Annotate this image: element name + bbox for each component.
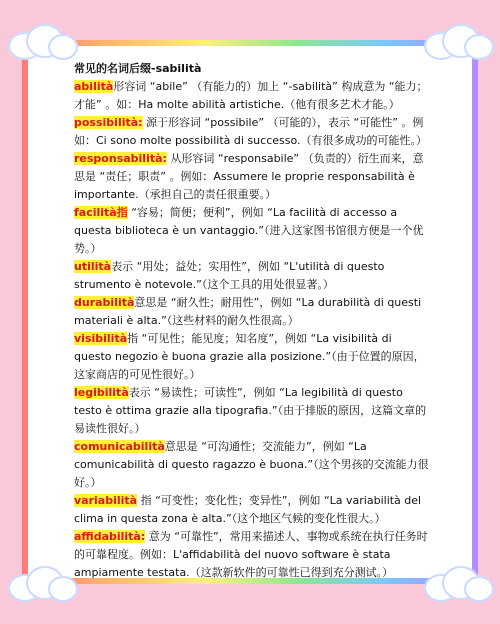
entry-durabilita [74,294,430,330]
entry-word: possibilità: [74,116,143,129]
entry-text: 表示 “易读性；可读性”，例如 “La legibilità di questo testo è ottima grazie alla tipografia.”（由于排版的原因，这篇文章的易读性很好。） [74,386,427,435]
entry-word: durabilità [74,296,135,309]
entry-word: variabilità [74,494,138,507]
entry-text: 源于形容词 “possibile” （可能的），表示 “可能性” 。例如：Ci sono molte possibilità di successo.（有很多成功的可能性。） [74,116,427,147]
entry-text: 指 “可见性；能见度；知名度”，例如 “La visibilità di questo negozio è buona grazie alla posizione.”（由于位置的原因，这家商店的可见性很好。） [74,332,425,381]
entry-word: responsabilità: [74,152,167,165]
entry-word: visibilità [74,332,128,345]
entry-facilita [74,204,430,258]
entry-word: comunicabilità [74,440,165,453]
entry-word: legibilità [74,386,129,399]
entry-text: 表示 “用处；益处；实用性”，例如 “L'utilità di questo strumento è notevole.”（这个工具的用处很显著。） [74,260,385,291]
page-title: 常见的名词后缀-sabilità [74,62,202,75]
entry-comunicabilita [74,438,430,492]
entry-responsabilita [74,150,430,204]
entry-legibilita [74,384,430,438]
cloud-top-right-icon [424,24,494,58]
entry-word: facilità指 [74,206,128,219]
entry-text: “容易；简便；便利”，例如 “La facilità di accesso a questa biblioteca è un vantaggio.”（进入这家图书馆很方便是一个优势。） [74,206,424,255]
entry-text: 从形容词 “responsabile” （负责的）衍生而来，意思是 “责任；职责” 。例如：Assumere le proprie responsabilità è importante.（承担自己的责任很重要。） [74,152,424,201]
entry-text: 意为 “可靠性”，常用来描述人、事物或系统在执行任务时的可靠程度。例如：L'affidabilità del nuovo software è stata ampiamente testata.（这款新软件的可靠性已得到充分测试。） [74,530,428,579]
entry-text: 指 “可变性；变化性；变异性”，例如 “La variabilità del clima in questa zona è alta.”（这个地区气候的变化性很大。） [74,494,422,525]
entry-text: 形容词 “abile” （有能力的）加上 “-sabilità” 构成意为 “能力；才能” 。如：Ha molte abilità artistiche.（他有很多艺术才能。） [74,80,428,111]
entry-text: 意思是 “耐久性；耐用性”，例如 “La durabilità di questi materiali è alta.”（这些材料的耐久性很高。） [74,296,422,327]
cloud-bottom-right-icon [424,566,494,600]
cloud-top-left-icon [8,24,78,58]
entry-word: utilità [74,260,112,273]
entry-abilita [74,78,430,114]
entry-possibilita [74,114,430,150]
entry-visibilita [74,330,430,384]
entry-word: abilità [74,80,114,93]
entry-variabilita [74,492,430,528]
document-body [74,60,430,582]
entry-word: affidabilità: [74,530,146,543]
cloud-bottom-left-icon [8,566,78,600]
entry-utilita [74,258,430,294]
entry-text: 意思是 “可沟通性；交流能力”，例如 “La comunicabilità di questo ragazzo è buona.”（这个男孩的交流能力很好。） [74,440,429,489]
entry-affidabilita [74,528,430,582]
